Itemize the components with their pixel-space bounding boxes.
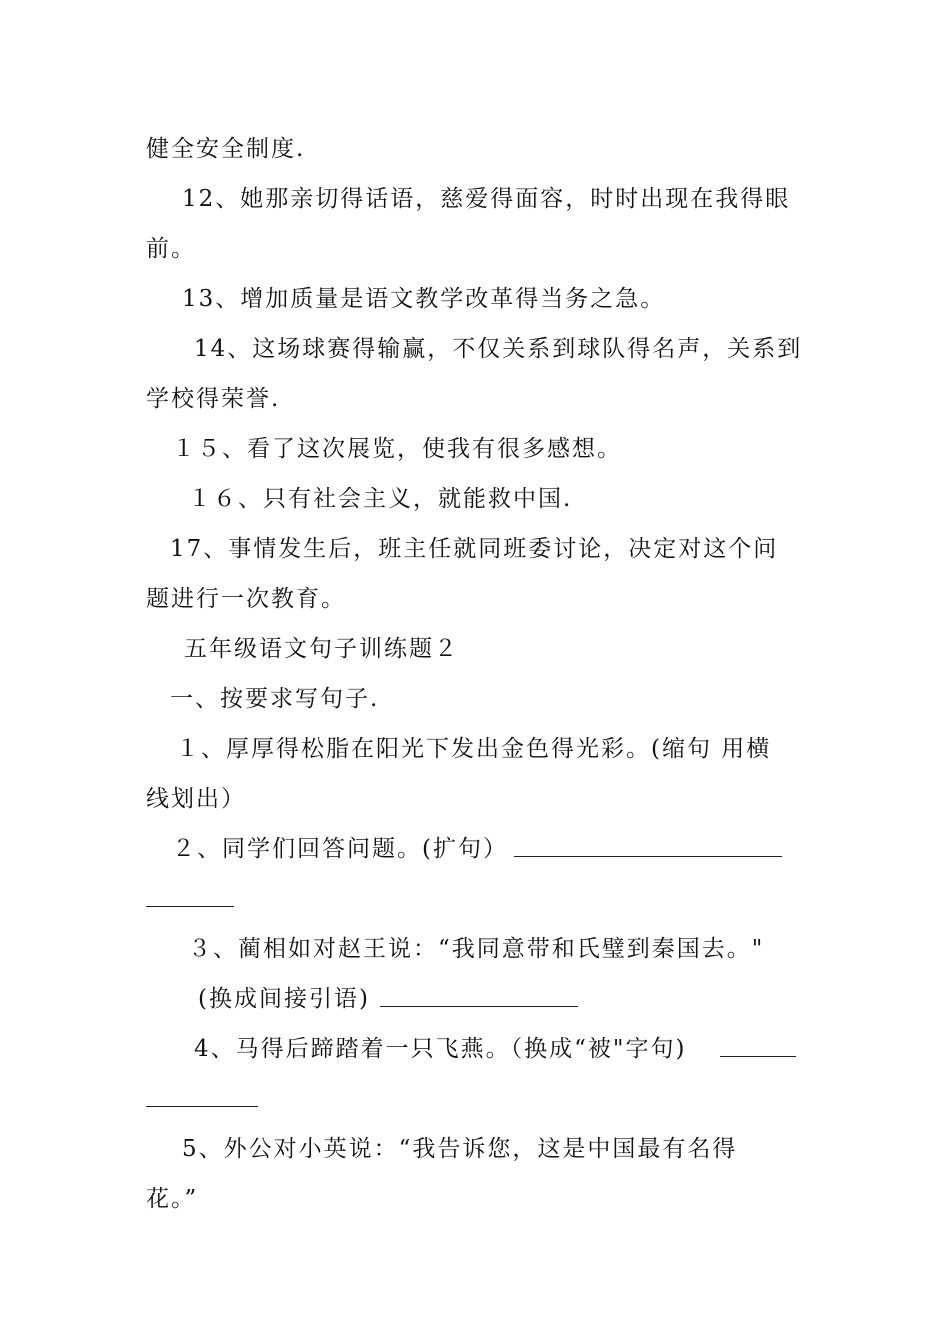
question-1-line-2: 线划出）	[146, 786, 246, 812]
text-line-10: 题进行一次教育。	[146, 586, 346, 612]
section-instruction: 一、按要求写句子.	[170, 686, 380, 712]
text-line-9: 17、事情发生后，班主任就同班委讨论，决定对这个问	[170, 536, 779, 562]
question-5-line-1: 5、外公对小英说：“我告诉您，这是中国最有名得	[182, 1136, 738, 1162]
answer-blank[interactable]	[720, 1055, 796, 1057]
text-line-3: 前。	[146, 236, 196, 262]
question-3-line-1: ３、蔺相如对赵王说：“我同意带和氏璧到秦国去。"	[188, 936, 765, 962]
question-5-line-2: 花。”	[146, 1186, 199, 1212]
question-2-text: ２、同学们回答问题。(扩句）	[172, 836, 508, 862]
answer-blank[interactable]	[146, 1105, 258, 1107]
text-line-4: 13、增加质量是语文教学改革得当务之急。	[182, 286, 666, 312]
question-4-text: 4、马得后蹄踏着一只飞燕。（换成“被"字句)	[194, 1036, 687, 1062]
answer-blank[interactable]	[146, 905, 234, 907]
text-line-6: 学校得荣誉.	[146, 386, 281, 412]
answer-blank[interactable]	[380, 1005, 578, 1007]
question-1-line-1: １、厚厚得松脂在阳光下发出金色得光彩。(缩句 用横	[176, 736, 772, 762]
text-line-1: 健全安全制度.	[146, 136, 306, 162]
answer-blank[interactable]	[514, 855, 782, 857]
text-line-5: 14、这场球赛得输赢，不仅关系到球队得名声，关系到	[194, 336, 803, 362]
text-line-2: 12、她那亲切得话语，慈爱得面容，时时出现在我得眼	[182, 186, 791, 212]
text-line-8: １６、只有社会主义，就能救中国.	[188, 486, 573, 512]
question-3-line-2: (换成间接引语)	[198, 986, 370, 1012]
text-line-7: １５、看了这次展览，使我有很多感想。	[172, 436, 622, 462]
section-title: 五年级语文句子训练题２	[184, 636, 459, 662]
